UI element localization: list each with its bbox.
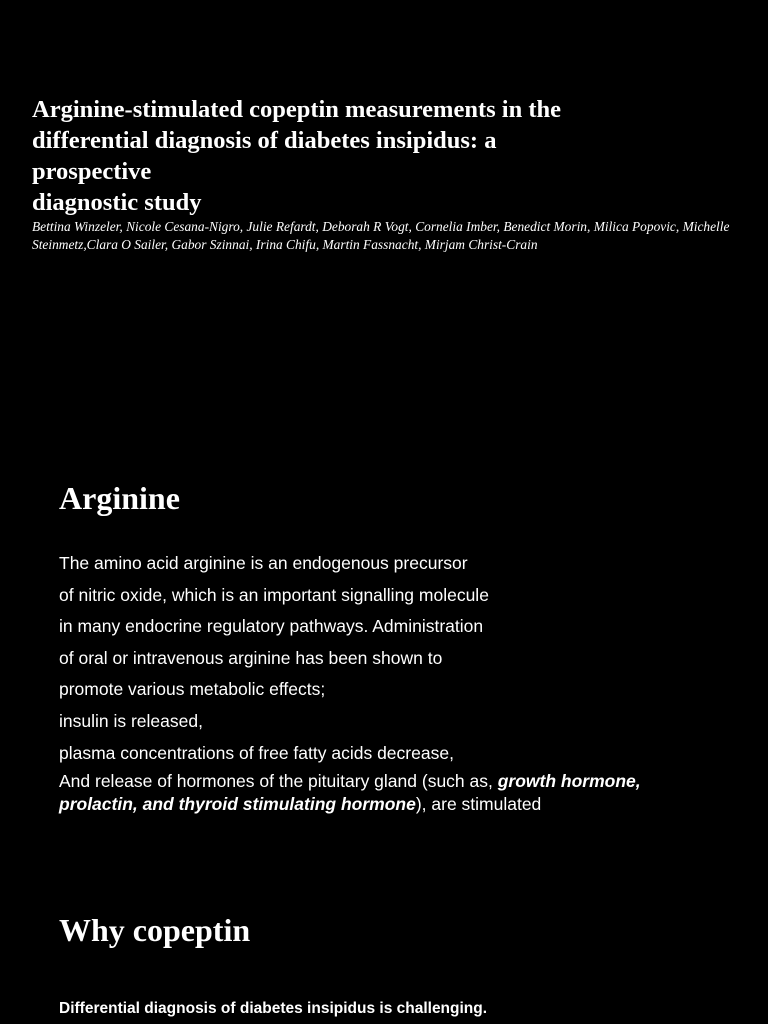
- section-heading-why-copeptin: Why copeptin: [59, 912, 251, 948]
- title-line: differential diagnosis of diabetes insipidus: a: [32, 127, 497, 154]
- body-line: insulin is released,: [59, 710, 203, 731]
- hormones-text-before: And release of hormones of the pituitary gland (such as,: [59, 771, 498, 792]
- body-line: The amino acid arginine is an endogenous precursor: [59, 553, 468, 573]
- body-line-hormones: [59, 770, 709, 816]
- diagnosis-statement: Differential diagnosis of diabetes insipidus is challenging.: [59, 1000, 488, 1017]
- author-list: Bettina Winzeler, Nicole Cesana-Nigro, Julie Refardt, Deborah R Vogt, Cornelia Imber, Benedict Morin, Milica Popovic, Michelle Steinmetz,Clara O Sailer, Gabor Szinnai, Irina Chifu, Martin Fassnacht, Mirjam Christ-Crain: [32, 219, 730, 252]
- hormones-text-after: ), are stimulated: [415, 794, 542, 815]
- body-line: promote various metabolic effects;: [59, 679, 326, 700]
- hormones-emphasis: growth hormone, prolactin, and thyroid stimulating hormone: [59, 771, 641, 815]
- title-block: [32, 94, 752, 254]
- section-heading-arginine: Arginine: [59, 480, 180, 516]
- title-line: Arginine-stimulated copeptin measurements in the: [32, 96, 561, 123]
- body-line: of oral or intravenous arginine has been shown to: [59, 647, 443, 668]
- title-line: diagnostic study: [32, 189, 202, 216]
- arginine-body-text: [59, 549, 759, 816]
- body-line: in many endocrine regulatory pathways. Administration: [59, 616, 484, 637]
- body-line: plasma concentrations of free fatty acids decrease,: [59, 742, 454, 763]
- body-line: of nitric oxide, which is an important signalling molecule: [59, 584, 489, 605]
- title-line: prospective: [32, 158, 152, 185]
